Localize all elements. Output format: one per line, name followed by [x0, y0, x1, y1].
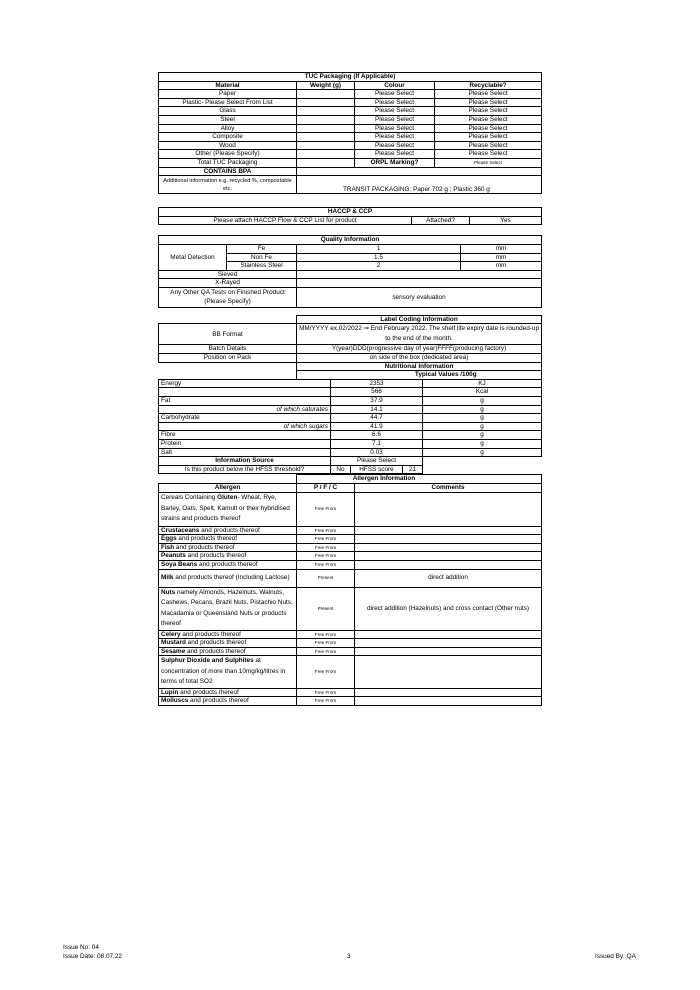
tuc-recyclable-select[interactable]: Please Select: [435, 115, 542, 124]
footer-issue-no: Issue No: 04: [63, 944, 99, 951]
position-label: Position on Pack: [159, 354, 297, 363]
nutrient-value[interactable]: 2353: [331, 379, 423, 388]
quality-title: Quality Information: [159, 236, 542, 245]
allergen-name: Nuts namely Almonds, Hazelnuts, Walnuts, Cashews, Pecans, Brazil Nuts, Pistachio Nuts, Macadamia or Queensland Nuts or products thereof: [159, 587, 297, 630]
allergen-header-allergen: Allergen: [159, 483, 297, 492]
tuc-colour-select[interactable]: Please Select: [355, 150, 435, 159]
tuc-header-recyclable: Recyclable?: [435, 81, 542, 90]
tuc-material: Other (Please Specify): [159, 150, 297, 159]
allergen-name: Sesame and products thereof: [159, 647, 297, 656]
metal-unit: mm: [461, 262, 542, 271]
nutrient-value[interactable]: 6.6: [331, 431, 423, 440]
tuc-weight-input[interactable]: [297, 150, 355, 159]
other-qa-value[interactable]: sensory evaluation: [297, 287, 542, 307]
allergen-status[interactable]: Present: [297, 569, 355, 587]
other-qa-label: Any Other QA Tests on Finished Product (Please Specify): [159, 287, 297, 307]
bpa-value[interactable]: [297, 167, 542, 176]
metal-value[interactable]: 1.5: [297, 253, 461, 262]
nutrient-unit: g: [423, 448, 542, 457]
nutrient-unit: Kcal: [423, 388, 542, 397]
allergen-title: Allergen Information: [297, 475, 542, 484]
allergen-status[interactable]: Free From: [297, 492, 355, 526]
haccp-table: [158, 207, 542, 225]
allergen-status[interactable]: Free From: [297, 639, 355, 648]
nutrient-value[interactable]: 566: [331, 388, 423, 397]
allergen-name: Sulphur Dioxide and Sulphites at concentration of more than 10mg/kg/litres in terms of total SO2: [159, 656, 297, 689]
allergen-header-pfc: P / F / C: [297, 483, 355, 492]
orpl-label: ORPL Marking?: [355, 158, 435, 167]
tuc-header-material: Material: [159, 81, 297, 90]
info-source-select[interactable]: Please Select: [331, 457, 423, 466]
nutrient-unit: KJ: [423, 379, 542, 388]
nutrient-value[interactable]: 0.03: [331, 448, 423, 457]
tuc-weight-input[interactable]: [297, 115, 355, 124]
allergen-status[interactable]: Free From: [297, 697, 355, 706]
tuc-weight-input[interactable]: [297, 90, 355, 99]
orpl-select[interactable]: Please Select: [435, 158, 542, 167]
nutrient-value[interactable]: 41.9: [331, 422, 423, 431]
allergen-table: [158, 474, 542, 706]
allergen-comment[interactable]: [355, 543, 542, 552]
nutrient-name: Salt: [159, 448, 331, 457]
bb-format-label: BB Format: [159, 324, 297, 345]
allergen-comment[interactable]: [355, 560, 542, 569]
nutrient-name: Fibre: [159, 431, 331, 440]
nutrient-value[interactable]: 37.9: [331, 397, 423, 406]
tuc-material: Steel: [159, 115, 297, 124]
tuc-additional-value[interactable]: TRANSIT PACKAGING: Paper 702 g ; Plastic 360 g: [297, 176, 542, 194]
allergen-comment[interactable]: [355, 688, 542, 697]
metal-type: Non Fe: [227, 253, 297, 262]
nutrient-unit: g: [423, 440, 542, 449]
metal-detection-label: Metal Detection: [159, 244, 227, 270]
tuc-total-label: Total TUC Packaging: [159, 158, 297, 167]
tuc-material: Composite: [159, 133, 297, 142]
allergen-name: Mustard and products thereof: [159, 639, 297, 648]
allergen-status[interactable]: Free From: [297, 526, 355, 535]
allergen-name: Crustaceans and products thereof: [159, 526, 297, 535]
tuc-recyclable-select[interactable]: Please Select: [435, 133, 542, 142]
bpa-label: CONTAINS BPA: [159, 167, 297, 176]
nutrient-name: Energy: [159, 379, 331, 388]
allergen-name: Cereals Containing Gluten- Wheat, Rye, Barley, Oats, Spelt, Kamult or their hybridised strains and products thereof: [159, 492, 297, 526]
allergen-comment[interactable]: direct addition (Hazelnuts) and cross contact (Other nuts): [355, 587, 542, 630]
nutrient-unit: g: [423, 405, 542, 414]
haccp-attached-select[interactable]: Yes: [470, 216, 542, 225]
tuc-recyclable-select[interactable]: Please Select: [435, 141, 542, 150]
metal-value[interactable]: 2: [297, 262, 461, 271]
allergen-name: Peanuts and products thereof: [159, 552, 297, 561]
nutrient-name: Fat: [159, 397, 331, 406]
nutrient-name: of which saturates: [159, 405, 331, 414]
allergen-comment[interactable]: [355, 630, 542, 639]
tuc-weight-input[interactable]: [297, 98, 355, 107]
sieved-label: Sieved: [159, 270, 297, 279]
allergen-comment[interactable]: [355, 656, 542, 689]
bb-format-value[interactable]: MM/YYYY ex.02/2022 ⇒ End February 2022. The shelf life expiry date is rounded-up to the end of the month.: [297, 324, 542, 345]
tuc-header-weight: Weight (g): [297, 81, 355, 90]
tuc-material: Plastic- Please Select From List: [159, 98, 297, 107]
allergen-name: Lupin and products thereof: [159, 688, 297, 697]
haccp-instruction: Please attach HACCP Flow & CCP List for product: [159, 216, 412, 225]
batch-details-label: Batch Details: [159, 345, 297, 354]
nutrient-name: of which sugars: [159, 422, 331, 431]
tuc-colour-select[interactable]: Please Select: [355, 90, 435, 99]
hfss-score-value[interactable]: 21: [403, 465, 423, 474]
tuc-colour-select[interactable]: Please Select: [355, 141, 435, 150]
nutrient-unit: g: [423, 431, 542, 440]
nutrient-unit: g: [423, 414, 542, 423]
allergen-status[interactable]: Free From: [297, 543, 355, 552]
allergen-status[interactable]: Free From: [297, 560, 355, 569]
nutrient-value[interactable]: 14.1: [331, 405, 423, 414]
spec-document: [158, 72, 541, 706]
tuc-colour-select[interactable]: Please Select: [355, 115, 435, 124]
tuc-material: Wood: [159, 141, 297, 150]
allergen-comment[interactable]: [355, 535, 542, 544]
allergen-name: Milk and products thereof (Including Lactose): [159, 569, 297, 587]
tuc-title: TUC Packaging (If Applicable): [159, 73, 542, 82]
footer-issued-by: Issued By: QA: [595, 953, 636, 960]
footer-page-number: 3: [347, 953, 351, 960]
allergen-status[interactable]: Free From: [297, 688, 355, 697]
xrayed-value[interactable]: [297, 279, 542, 288]
info-source-label: Information Source: [159, 457, 331, 466]
allergen-name: Soya Beans and products thereof: [159, 560, 297, 569]
nutrient-value[interactable]: 44.7: [331, 414, 423, 423]
sieved-value[interactable]: [297, 270, 542, 279]
allergen-status[interactable]: Free From: [297, 630, 355, 639]
quality-table: [158, 235, 542, 308]
nutrient-name: [159, 388, 331, 397]
allergen-comment[interactable]: [355, 697, 542, 706]
haccp-title: HACCP & CCP: [159, 208, 542, 217]
tuc-material: Alloy: [159, 124, 297, 133]
tuc-recyclable-select[interactable]: Please Select: [435, 107, 542, 116]
hfss-score-label: HFSS score: [351, 465, 403, 474]
tuc-total-weight[interactable]: [297, 158, 355, 167]
tuc-colour-select[interactable]: Please Select: [355, 98, 435, 107]
allergen-status[interactable]: Free From: [297, 647, 355, 656]
footer-issue-date: Issue Date: 08.07.22: [63, 953, 122, 960]
tuc-material: Glass: [159, 107, 297, 116]
tuc-recyclable-select[interactable]: Please Select: [435, 98, 542, 107]
allergen-name: Eggs and products thereof: [159, 535, 297, 544]
tuc-weight-input[interactable]: [297, 141, 355, 150]
metal-type: Stainless Steel: [227, 262, 297, 271]
nutrient-value[interactable]: 7.1: [331, 440, 423, 449]
allergen-status[interactable]: Present: [297, 587, 355, 630]
batch-details-value[interactable]: Y(year)DDD(progressive day of year)FFFF(producing factory): [297, 345, 542, 354]
tuc-packaging-table: [158, 72, 542, 194]
tuc-recyclable-select[interactable]: Please Select: [435, 150, 542, 159]
allergen-name: Celery and products thereof: [159, 630, 297, 639]
tuc-recyclable-select[interactable]: Please Select: [435, 124, 542, 133]
allergen-comment[interactable]: [355, 526, 542, 535]
tuc-weight-input[interactable]: [297, 124, 355, 133]
haccp-attached-label: Attached?: [412, 216, 470, 225]
nutrient-name: Protein: [159, 440, 331, 449]
tuc-additional-label: Additional information e.g. recycled %, compostable etc.: [159, 176, 297, 194]
xrayed-label: X-Rayed: [159, 279, 297, 288]
typical-values-header: Typical Values /100g: [351, 371, 542, 380]
tuc-weight-input[interactable]: [297, 107, 355, 116]
metal-type: Fe: [227, 244, 297, 253]
allergen-status[interactable]: Free From: [297, 656, 355, 689]
allergen-status[interactable]: Free From: [297, 535, 355, 544]
allergen-comment[interactable]: [355, 552, 542, 561]
allergen-comment[interactable]: [355, 639, 542, 648]
allergen-header-comments: Comments: [355, 483, 542, 492]
tuc-weight-input[interactable]: [297, 133, 355, 142]
position-value[interactable]: on side of the box (dedicated area): [297, 354, 542, 363]
allergen-status[interactable]: Free From: [297, 552, 355, 561]
tuc-colour-select[interactable]: Please Select: [355, 107, 435, 116]
nutrition-title: Nutritional Information: [297, 362, 542, 371]
tuc-material: Paper: [159, 90, 297, 99]
allergen-name: Fish and products thereof: [159, 543, 297, 552]
nutrient-unit: g: [423, 397, 542, 406]
label-nutrition-table: [158, 315, 542, 475]
allergen-comment[interactable]: [355, 647, 542, 656]
allergen-name: Molluscs and products thereof: [159, 697, 297, 706]
hfss-question: Is this product below the HFSS threshold?: [159, 465, 331, 474]
label-coding-title: Label Coding Information: [297, 315, 542, 324]
metal-unit: mm: [461, 244, 542, 253]
allergen-comment[interactable]: direct addition: [355, 569, 542, 587]
metal-value[interactable]: 1: [297, 244, 461, 253]
nutrient-unit: g: [423, 422, 542, 431]
allergen-comment[interactable]: [355, 492, 542, 526]
tuc-header-colour: Colour: [355, 81, 435, 90]
metal-unit: mm: [461, 253, 542, 262]
tuc-colour-select[interactable]: Please Select: [355, 133, 435, 142]
tuc-recyclable-select[interactable]: Please Select: [435, 90, 542, 99]
hfss-answer[interactable]: No: [331, 465, 351, 474]
tuc-colour-select[interactable]: Please Select: [355, 124, 435, 133]
nutrient-name: Carbohydrate: [159, 414, 331, 423]
